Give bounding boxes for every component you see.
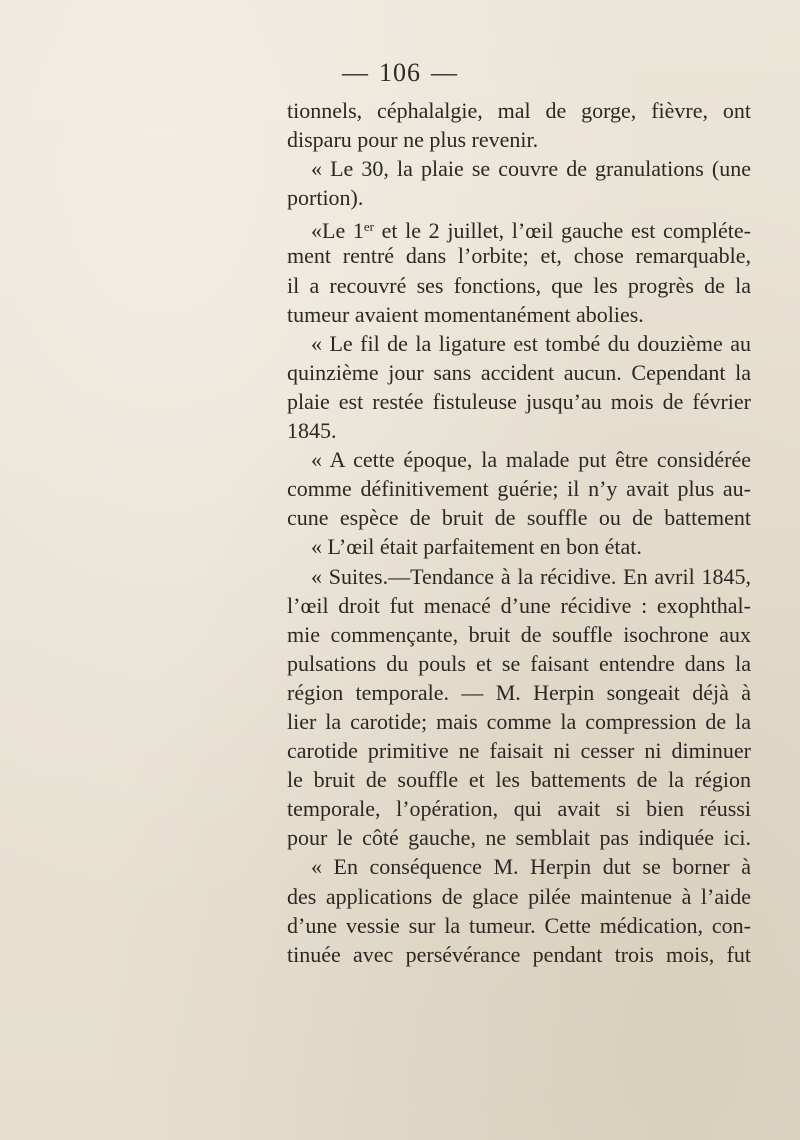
text-line: cune espèce de bruit de souffle ou de battement — [287, 505, 751, 531]
text-line: tinuée avec persévérance pendant trois mois, fut — [287, 941, 751, 967]
text-line: tumeur avaient momentanément abolies. — [287, 301, 644, 327]
text-line: pour le côté gauche, ne semblait pas indiquée ici. — [287, 825, 751, 851]
text-line: il a recouvré ses fonctions, que les progrès de la — [287, 272, 751, 298]
text-line: des applications de glace pilée maintenue à l’aide — [287, 883, 751, 909]
text-line: tionnels, céphalalgie, mal de gorge, fièvre, ont — [287, 98, 751, 123]
text-line: mie commençante, bruit de souffle isochrone aux — [287, 621, 751, 647]
text-line: temporale, l’opération, qui avait si bien réussi — [287, 796, 751, 822]
page-number — [0, 58, 800, 88]
body-text — [287, 96, 751, 969]
folio-dash-right: — — [431, 58, 458, 87]
superscript: er — [363, 219, 374, 235]
text-line: région temporale. — M. Herpin songeait déjà à — [287, 679, 751, 705]
text-line: portion). — [287, 185, 364, 211]
text-line: « Le fil de la ligature est tombé du douzième au — [311, 330, 751, 356]
text-line: « Suites.—Tendance à la récidive. En avril 1845, — [311, 563, 751, 589]
text-line: plaie est restée fistuleuse jusqu’au mois de février — [287, 388, 751, 414]
text-line: lier la carotide; mais comme la compression de la — [287, 708, 751, 734]
text-line: l’œil droit fut menacé d’une récidive : exophthal- — [287, 592, 751, 618]
text-line: « Le 30, la plaie se couvre de granulations (une — [311, 156, 751, 182]
text-line: disparu pour ne plus revenir. — [287, 127, 539, 153]
text-line: quinzième jour sans accident aucun. Cependant la — [287, 359, 751, 385]
text-line: «Le 1er et le 2 juillet, l’œil gauche est compléte- — [311, 218, 751, 244]
text-line: carotide primitive ne faisait ni cesser ni diminuer — [287, 738, 751, 764]
text-line: 1845. — [287, 418, 337, 444]
folio-number: 106 — [379, 58, 421, 87]
text-line: d’une vessie sur la tumeur. Cette médication, con- — [287, 912, 751, 938]
text-line: comme définitivement guérie; il n’y avait plus au- — [287, 476, 751, 502]
text-line: pulsations du pouls et se faisant entendre dans la — [287, 650, 751, 676]
folio-dash-left: — — [342, 58, 369, 87]
text-line: ment rentré dans l’orbite; et, chose remarquable, — [287, 243, 751, 269]
text-line: le bruit de souffle et les battements de la région — [287, 767, 751, 793]
text-line: « A cette époque, la malade put être considérée — [311, 447, 751, 473]
text-line: « En conséquence M. Herpin dut se borner à — [311, 854, 751, 880]
text-line: « L’œil était parfaitement en bon état. — [311, 534, 642, 560]
